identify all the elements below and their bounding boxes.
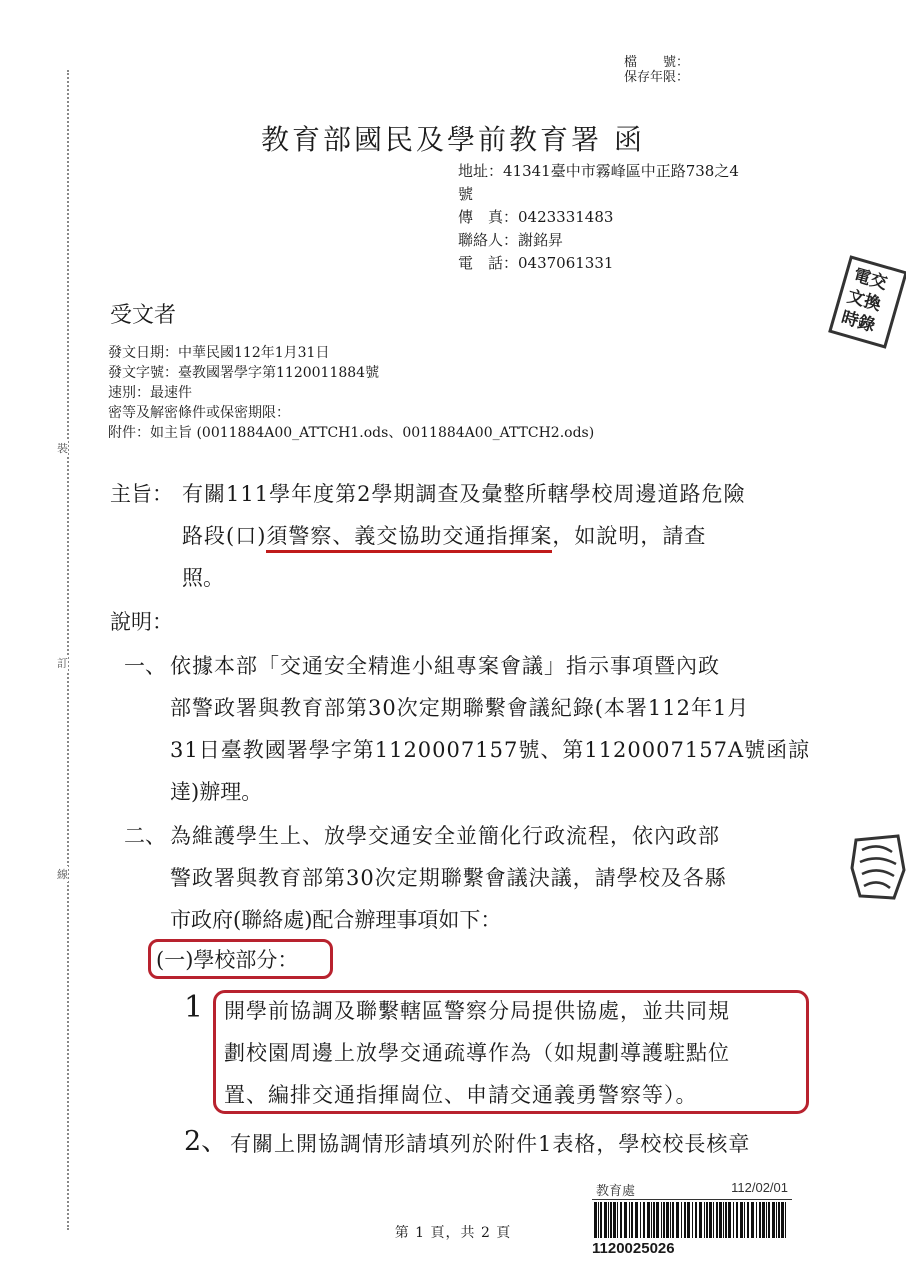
speed-class: 速別：最速件	[108, 385, 192, 401]
item-2-line: 警政署與教育部第30次定期聯繫會議決議，請學校及各縣	[170, 866, 727, 890]
item-1-line: 依據本部「交通安全精進小組專案會議」指示事項暨內政	[170, 654, 720, 678]
retention-label: 保存年限：	[624, 70, 690, 85]
attachments: 附件：如主旨 (0011884A00_ATTCH1.ods、0011884A00_ATTCH2.ods)	[108, 425, 595, 441]
page-footer: 第 1 頁，共 2 頁	[394, 1225, 512, 1241]
barcode-block	[592, 1180, 792, 1257]
item-2-line: 市政府(聯絡處)配合辦理事項如下：	[170, 908, 502, 932]
file-meta	[624, 55, 689, 85]
point-1-number: 1	[184, 990, 204, 1025]
file-number-label: 檔 號：	[624, 55, 690, 70]
point-2-number: 2、	[184, 1126, 229, 1157]
contact-line: 聯絡人：謝銘昇	[458, 231, 564, 249]
document-title: 教育部國民及學前教育署 函	[261, 123, 645, 156]
point-1-line: 置、編排交通指揮崗位、申請交通義勇警察等）。	[224, 1083, 698, 1107]
subject-highlight: 須警察、義交協助交通指揮案	[266, 524, 552, 553]
document-meta	[108, 343, 594, 443]
subject-line-2: 路段(口)須警察、義交協助交通指揮案，如說明，請查	[182, 518, 706, 554]
security-class: 密等及解密條件或保密期限：	[108, 405, 290, 421]
item-1-line: 31日臺教國署學字第1120007157號、第1120007157A號函諒	[170, 738, 811, 762]
barcode-number: 1120025026	[592, 1240, 675, 1257]
binding-mark-ding: 訂	[57, 657, 68, 670]
barcode-date: 112/02/01	[731, 1180, 788, 1195]
barcode-office: 教育處	[596, 1183, 636, 1198]
subject-label: 主旨：	[110, 482, 173, 506]
subject-line-3: 照。	[182, 566, 224, 590]
subject-line-1: 有關111學年度第2學期調查及彙整所轄學校周邊道路危險	[182, 482, 746, 506]
address-line-cont: 號	[458, 185, 474, 203]
fax-line: 傳 真：0423331483	[458, 208, 614, 226]
binding-mark-xian: 線	[57, 868, 68, 881]
point-1-line: 劃校園周邊上放學交通疏導作為（如規劃導護駐點位	[224, 1041, 730, 1065]
item-1-line: 部警政署與教育部第30次定期聯繫會議紀錄(本署112年1月	[170, 696, 750, 720]
phone-line: 電 話：0437061331	[458, 254, 614, 272]
school-section-heading: (一)學校部分：	[156, 948, 299, 972]
point-1-line: 開學前協調及聯繫轄區警察分局提供協處，並共同規	[224, 999, 730, 1023]
item-1-number: 一、	[124, 654, 166, 678]
point-2-line: 有關上開協調情形請填列於附件1表格，學校校長核章	[230, 1132, 751, 1156]
issue-date: 發文日期：中華民國112年1月31日	[108, 345, 330, 361]
barcode-header	[592, 1180, 792, 1200]
address-line: 地址：41341臺中市霧峰區中正路738之4	[458, 162, 739, 180]
binding-mark-zhuang: 裝	[57, 442, 68, 455]
reference-number: 發文字號：臺教國署學字第1120011884號	[108, 365, 380, 381]
binding-margin-line	[67, 70, 69, 1230]
item-2-number: 二、	[124, 824, 166, 848]
address-block	[458, 160, 798, 275]
explanation-label: 說明：	[110, 610, 173, 634]
seal-stamp	[848, 830, 906, 902]
exchange-stamp: 電交 文換 時錄	[828, 255, 906, 348]
item-2-line: 為維護學生上、放學交通安全並簡化行政流程，依內政部	[170, 824, 720, 848]
item-1-line: 達)辦理。	[170, 780, 263, 804]
recipient-label: 受文者	[110, 303, 177, 328]
